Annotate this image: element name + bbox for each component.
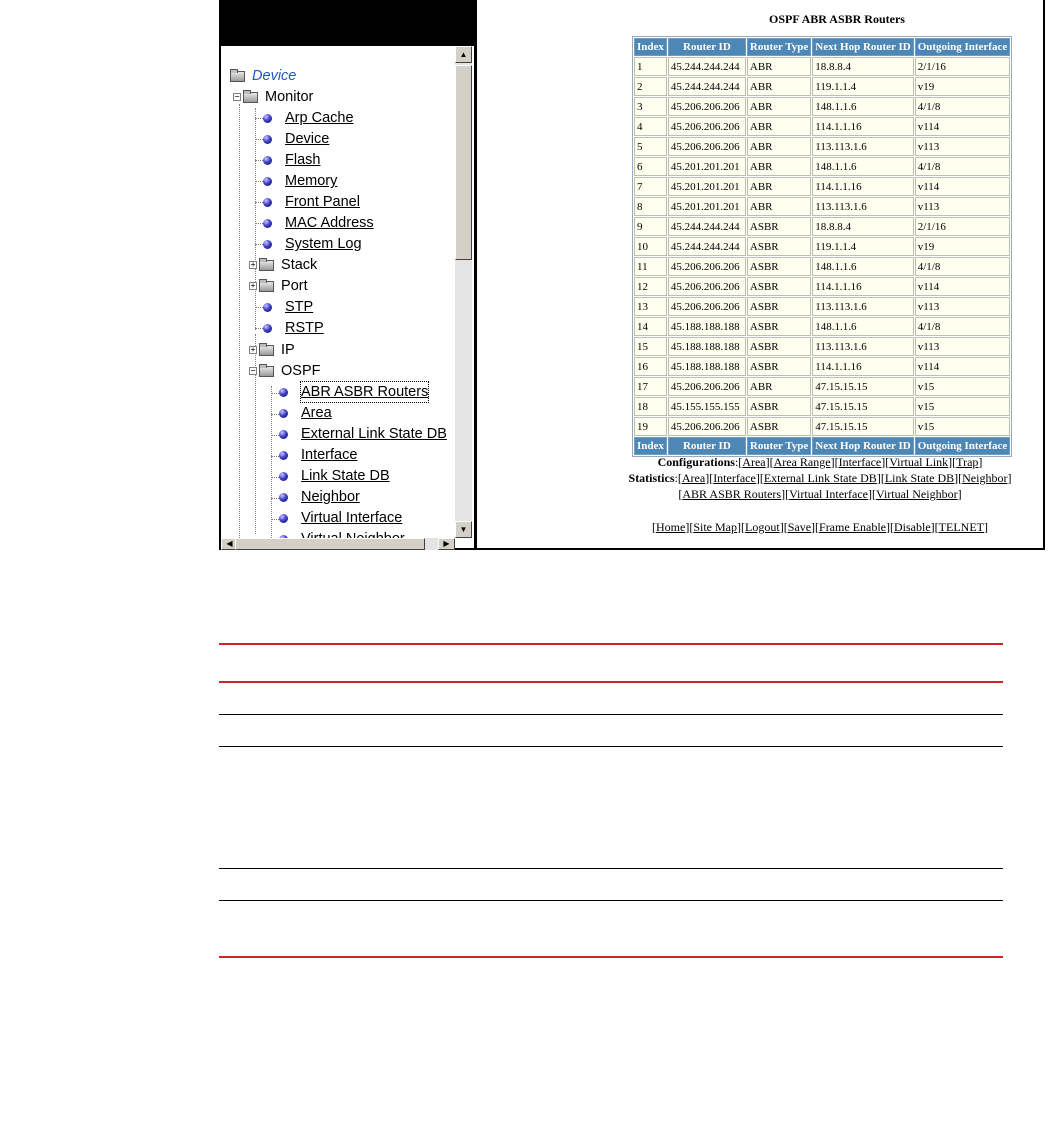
table-row [634, 417, 1010, 436]
tree-link[interactable]: STP [285, 299, 314, 316]
table-cell: 119.1.1.4 [812, 77, 913, 96]
table-cell: v113 [915, 297, 1011, 316]
column-header: Outgoing Interface [915, 38, 1011, 56]
tree-item-area[interactable] [279, 403, 332, 423]
table-cell: ABR [747, 377, 811, 396]
table-cell: ASBR [747, 277, 811, 296]
table-cell: 45.206.206.206 [668, 417, 746, 436]
table-row [634, 397, 1010, 416]
footer-link[interactable]: TELNET [938, 520, 984, 534]
footer-link[interactable]: Logout [745, 520, 780, 534]
column-header: Router ID [668, 437, 746, 455]
footer-links: [Home][Site Map][Logout][Save][Frame Enable][Disable][TELNET] [652, 520, 988, 534]
table-cell: ABR [747, 197, 811, 216]
rule-bottom [219, 956, 1003, 958]
footer-link[interactable]: Home [656, 520, 686, 534]
table-cell: 18.8.8.4 [812, 57, 913, 76]
rule-line [219, 746, 1003, 747]
collapse-icon[interactable]: − [250, 366, 256, 376]
tree-link-selected[interactable]: ABR ASBR Routers [301, 384, 429, 401]
table-cell: 45.201.201.201 [668, 197, 746, 216]
table-cell: ASBR [747, 417, 811, 436]
tree-item-ip[interactable] [249, 340, 295, 360]
bullet-icon [279, 514, 288, 523]
table-cell: ABR [747, 137, 811, 156]
table-cell: 113.113.1.6 [812, 137, 913, 156]
table-cell: 14 [634, 317, 667, 336]
bullet-icon [263, 324, 272, 333]
table-cell: 2/1/16 [915, 57, 1011, 76]
table-cell: 45.188.188.188 [668, 357, 746, 376]
table-cell: ASBR [747, 317, 811, 336]
table-cell: 9 [634, 217, 667, 236]
folder-open-icon [259, 366, 274, 377]
table-cell: v19 [915, 237, 1011, 256]
rule-line [219, 714, 1003, 715]
tree-item-neighbor[interactable] [279, 487, 360, 507]
navigation-header [221, 0, 474, 46]
table-cell: 11 [634, 257, 667, 276]
tree-item-monitor[interactable] [233, 87, 313, 107]
statistics-links: Statistics:[Area][Interface][External Link State DB][Link State DB][Neighbor] [628, 471, 1012, 485]
tree-item-ospf[interactable] [249, 361, 321, 381]
tree-item-port[interactable] [249, 276, 308, 296]
table-cell: v113 [915, 197, 1011, 216]
table-cell: 45.188.188.188 [668, 337, 746, 356]
bullet-icon [263, 198, 272, 207]
scroll-up-arrow-icon[interactable]: ▲ [455, 46, 472, 63]
tree-item-label: Stack [281, 257, 318, 274]
bullet-icon [263, 135, 272, 144]
table-row [634, 177, 1010, 196]
tree-item-stack[interactable] [249, 255, 317, 275]
expand-icon[interactable]: + [250, 281, 256, 291]
scroll-right-arrow-icon[interactable]: ▶ [438, 538, 455, 550]
tree-item-label: Device [252, 68, 297, 85]
bullet-icon [263, 156, 272, 165]
expand-icon[interactable]: + [250, 345, 256, 355]
column-header: Outgoing Interface [915, 437, 1011, 455]
table-cell: 148.1.1.6 [812, 157, 913, 176]
table-cell: 113.113.1.6 [812, 197, 913, 216]
table-cell: 45.206.206.206 [668, 297, 746, 316]
table-cell: 119.1.1.4 [812, 237, 913, 256]
table-cell: v15 [915, 417, 1011, 436]
bullet-icon [263, 240, 272, 249]
table-header-row [634, 38, 1010, 56]
configurations-label: Configurations [657, 455, 735, 469]
configurations-link[interactable]: Area Range [773, 455, 831, 469]
table-cell: 12 [634, 277, 667, 296]
rule-line [219, 900, 1003, 901]
table-cell: 47.15.15.15 [812, 377, 913, 396]
table-cell: 18.8.8.4 [812, 217, 913, 236]
configurations-links: Configurations:[Area][Area Range][Interface][Virtual Link][Trap] [657, 455, 983, 469]
table-cell: v114 [915, 277, 1011, 296]
folder-icon [230, 71, 245, 82]
table-cell: 8 [634, 197, 667, 216]
abr-asbr-routers-table [632, 36, 1012, 457]
table-cell: 45.206.206.206 [668, 257, 746, 276]
column-header: Index [634, 38, 667, 56]
table-row [634, 217, 1010, 236]
bullet-icon [263, 303, 272, 312]
tree-link[interactable]: RSTP [285, 320, 324, 337]
table-cell: ASBR [747, 217, 811, 236]
column-header: Index [634, 437, 667, 455]
table-cell: 6 [634, 157, 667, 176]
table-cell: 45.206.206.206 [668, 277, 746, 296]
tree-link[interactable]: Memory [285, 173, 338, 190]
table-cell: 148.1.1.6 [812, 257, 913, 276]
table-cell: 45.206.206.206 [668, 97, 746, 116]
tree-link[interactable]: Link State DB [301, 468, 390, 485]
footer-link[interactable]: Disable [894, 520, 931, 534]
table-cell: ABR [747, 177, 811, 196]
folder-icon [259, 345, 274, 356]
statistics-link[interactable]: Neighbor [962, 471, 1008, 485]
tree-item-link-state-db[interactable] [279, 466, 390, 486]
table-cell: 16 [634, 357, 667, 376]
navigation-frame [221, 0, 474, 548]
table-cell: 1 [634, 57, 667, 76]
tree-link[interactable]: Flash [285, 152, 321, 169]
table-cell: 148.1.1.6 [812, 97, 913, 116]
statistics-link[interactable]: External Link State DB [763, 471, 877, 485]
table-cell: ABR [747, 117, 811, 136]
table-cell: v113 [915, 337, 1011, 356]
table-row [634, 377, 1010, 396]
vertical-scroll-thumb[interactable] [455, 65, 472, 260]
tree-item-device-root[interactable] [230, 66, 296, 86]
statistics-link[interactable]: ABR ASBR Routers [682, 487, 782, 501]
table-cell: 45.206.206.206 [668, 117, 746, 136]
tree-item-interface[interactable] [279, 445, 357, 465]
rule-top [219, 643, 1003, 645]
table-cell: 113.113.1.6 [812, 297, 913, 316]
bullet-icon [279, 451, 288, 460]
bullet-icon [279, 430, 288, 439]
table-cell: 18 [634, 397, 667, 416]
table-cell: 45.206.206.206 [668, 377, 746, 396]
table-cell: 45.244.244.244 [668, 237, 746, 256]
table-row [634, 197, 1010, 216]
tree-link[interactable]: System Log [285, 236, 362, 253]
table-cell: 45.244.244.244 [668, 217, 746, 236]
configurations-link[interactable]: Trap [956, 455, 979, 469]
statistics-link[interactable]: Area [681, 471, 706, 485]
table-cell: 148.1.1.6 [812, 317, 913, 336]
table-row [634, 357, 1010, 376]
folder-icon [259, 281, 274, 292]
table-cell: v19 [915, 77, 1011, 96]
bullet-icon [263, 114, 272, 123]
horizontal-scroll-thumb[interactable] [235, 538, 425, 550]
table-cell: 47.15.15.15 [812, 397, 913, 416]
rule-line [219, 868, 1003, 869]
table-cell: 2/1/16 [915, 217, 1011, 236]
configurations-link[interactable]: Virtual Link [889, 455, 949, 469]
footer-link[interactable]: Site Map [693, 520, 738, 534]
table-cell: 10 [634, 237, 667, 256]
tree-item-abr-asbr-routers[interactable] [279, 382, 428, 402]
table-cell: v114 [915, 117, 1011, 136]
expand-icon[interactable]: + [250, 260, 256, 270]
table-cell: ASBR [747, 397, 811, 416]
tree-item-label: IP [281, 342, 295, 359]
table-cell: 4/1/8 [915, 317, 1011, 336]
bullet-icon [263, 219, 272, 228]
table-row [634, 157, 1010, 176]
table-row [634, 97, 1010, 116]
statistics-link[interactable]: Interface [713, 471, 756, 485]
page-title: OSPF ABR ASBR Routers [769, 12, 905, 26]
scroll-down-arrow-icon[interactable]: ▼ [455, 521, 472, 538]
table-cell: ASBR [747, 237, 811, 256]
table-cell: 45.155.155.155 [668, 397, 746, 416]
table-cell: 4 [634, 117, 667, 136]
table-row [634, 77, 1010, 96]
column-header: Router ID [668, 38, 746, 56]
bullet-icon [279, 388, 288, 397]
tree-item-memory[interactable] [263, 171, 337, 191]
table-cell: 45.206.206.206 [668, 137, 746, 156]
tree-item-label: OSPF [281, 363, 321, 380]
footer-link[interactable]: Save [787, 520, 812, 534]
bullet-icon [263, 177, 272, 186]
bullet-icon [279, 472, 288, 481]
table-cell: v114 [915, 357, 1011, 376]
content-frame [477, 0, 1043, 548]
tree-item-front-panel[interactable] [263, 192, 360, 212]
tree-item-external-link-state-db[interactable] [279, 424, 447, 444]
statistics-link[interactable]: Virtual Interface [789, 487, 868, 501]
table-cell: 45.244.244.244 [668, 77, 746, 96]
tree-link[interactable]: External Link State DB [301, 426, 447, 443]
table-cell: 45.188.188.188 [668, 317, 746, 336]
configurations-link[interactable]: Interface [838, 455, 882, 469]
column-header: Next Hop Router ID [812, 38, 913, 56]
table-cell: 5 [634, 137, 667, 156]
table-row [634, 257, 1010, 276]
table-cell: ABR [747, 97, 811, 116]
tree-item-label: Port [281, 278, 308, 295]
tree-link[interactable]: Interface [301, 447, 358, 464]
browser-screenshot [219, 0, 1045, 550]
rule-separator [219, 681, 1003, 683]
table-cell: 19 [634, 417, 667, 436]
table-cell: 114.1.1.16 [812, 117, 913, 136]
table-row [634, 317, 1010, 336]
tree-link[interactable]: Virtual Interface [301, 510, 403, 527]
table-cell: 4/1/8 [915, 157, 1011, 176]
navigation-tree [221, 46, 455, 538]
table-cell: v15 [915, 377, 1011, 396]
table-row [634, 57, 1010, 76]
table-cell: 47.15.15.15 [812, 417, 913, 436]
table-cell: 114.1.1.16 [812, 177, 913, 196]
table-row [634, 277, 1010, 296]
tree-item-mac-address[interactable] [263, 213, 374, 233]
table-row [634, 237, 1010, 256]
statistics-label: Statistics [628, 471, 675, 485]
tree-item-rstp[interactable] [263, 318, 324, 338]
table-cell: 114.1.1.16 [812, 277, 913, 296]
column-header: Next Hop Router ID [812, 437, 913, 455]
table-cell: 7 [634, 177, 667, 196]
bullet-icon [279, 493, 288, 502]
table-cell: 3 [634, 97, 667, 116]
table-cell: 13 [634, 297, 667, 316]
table-cell: v114 [915, 177, 1011, 196]
table-cell: 2 [634, 77, 667, 96]
table-cell: 45.201.201.201 [668, 177, 746, 196]
footer-link[interactable]: Frame Enable [819, 520, 886, 534]
tree-item-label: Monitor [265, 89, 314, 106]
table-cell: 45.201.201.201 [668, 157, 746, 176]
table-cell: ABR [747, 157, 811, 176]
statistics-link[interactable]: Virtual Neighbor [876, 487, 958, 501]
tree-link[interactable]: Arp Cache [285, 110, 354, 127]
statistics-link[interactable]: Link State DB [884, 471, 955, 485]
tree-item-virtual-interface[interactable] [279, 508, 402, 528]
folder-open-icon [243, 92, 258, 103]
table-cell: 113.113.1.6 [812, 337, 913, 356]
folder-icon [259, 260, 274, 271]
table-cell: 114.1.1.16 [812, 357, 913, 376]
table-cell: ABR [747, 77, 811, 96]
table-row [634, 137, 1010, 156]
table-cell: 4/1/8 [915, 97, 1011, 116]
table-cell: ASBR [747, 337, 811, 356]
table-cell: 17 [634, 377, 667, 396]
tree-link[interactable]: Area [301, 405, 332, 422]
table-cell: ASBR [747, 257, 811, 276]
table-cell: ASBR [747, 357, 811, 376]
bullet-icon [279, 409, 288, 418]
tree-item-flash[interactable] [263, 150, 320, 170]
table-footer-row [634, 437, 1010, 455]
table-cell: v15 [915, 397, 1011, 416]
table-cell: 15 [634, 337, 667, 356]
tree-link[interactable]: Device [285, 131, 330, 148]
table-row [634, 337, 1010, 356]
statistics-links-continued: [ABR ASBR Routers][Virtual Interface][Virtual Neighbor] [678, 487, 962, 501]
table-cell: v113 [915, 137, 1011, 156]
table-cell: ABR [747, 57, 811, 76]
column-header: Router Type [747, 38, 811, 56]
tree-link[interactable]: Neighbor [301, 489, 360, 506]
table-cell: 4/1/8 [915, 257, 1011, 276]
tree-link[interactable]: MAC Address [285, 215, 374, 232]
tree-item-system-log[interactable] [263, 234, 362, 254]
tree-link[interactable]: Front Panel [285, 194, 360, 211]
tree-item-arp-cache[interactable] [263, 108, 354, 128]
scroll-left-arrow-icon[interactable]: ◀ [221, 538, 238, 550]
tree-item-device[interactable] [263, 129, 329, 149]
column-header: Router Type [747, 437, 811, 455]
tree-item-stp[interactable] [263, 297, 313, 317]
table-row [634, 297, 1010, 316]
table-cell: ASBR [747, 297, 811, 316]
collapse-icon[interactable]: − [234, 92, 240, 102]
configurations-link[interactable]: Area [742, 455, 766, 469]
table-cell: 45.244.244.244 [668, 57, 746, 76]
table-row [634, 117, 1010, 136]
